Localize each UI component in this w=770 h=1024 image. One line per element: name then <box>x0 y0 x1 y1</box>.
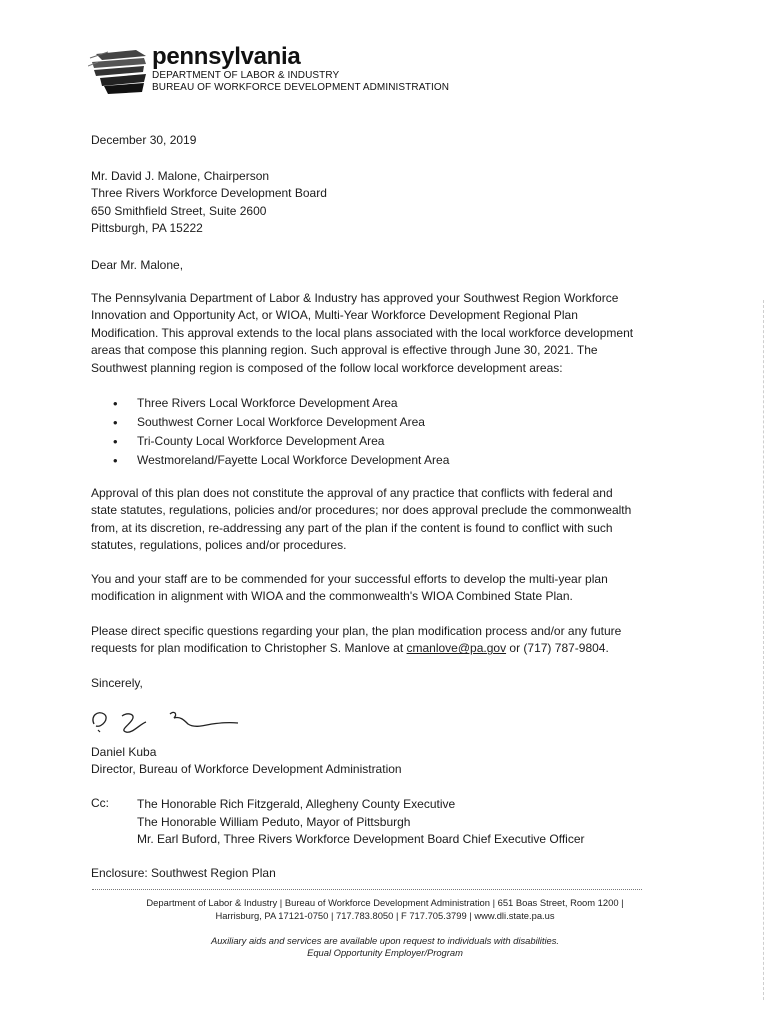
paragraph-line: You and your staff are to be commended for your successful efforts to develop the multi-year plan <box>91 572 608 586</box>
contact-text: requests for plan modification to Christopher S. Manlove at <box>91 641 407 656</box>
workforce-areas-list <box>91 394 449 470</box>
cc-label: Cc: <box>91 796 109 810</box>
letter-date: December 30, 2019 <box>91 133 197 147</box>
paragraph-commendation <box>91 571 681 606</box>
paragraph-line: Modification. This approval extends to the local plans associated with the local workforce development <box>91 325 634 340</box>
signer-block <box>91 744 402 779</box>
cc-recipients <box>137 796 585 849</box>
cc-recipient: The Honorable William Peduto, Mayor of Pittsburgh <box>137 814 411 829</box>
salutation: Dear Mr. Malone, <box>91 258 184 272</box>
paragraph-line: statutes, regulations, polices and/or procedures. <box>91 538 347 553</box>
pennsylvania-logo-icon <box>88 44 150 96</box>
signer-name: Daniel Kuba <box>91 745 157 759</box>
recipient-city: Pittsburgh, PA 15222 <box>91 221 203 236</box>
contact-phone-text: or (717) 787-9804. <box>506 641 609 656</box>
footer-contact-line: Harrisburg, PA 17121-0750 | 717.783.8050 | F 717.705.3799 | www.dli.state.pa.us <box>215 910 555 921</box>
footer-divider <box>92 889 642 890</box>
closing: Sincerely, <box>91 676 143 690</box>
cc-recipient: Mr. Earl Buford, Three Rivers Workforce Development Board Chief Executive Officer <box>137 832 585 846</box>
paragraph-line: areas that compose this planning region. Such approval is effective through June 30, 2021. The <box>91 343 598 358</box>
paragraph-line: from, at its discretion, re-addressing any part of the plan if the content is found to conflict with such <box>91 520 613 535</box>
paragraph-line <box>91 640 681 657</box>
paragraph-line: Southwest planning region is composed of the follow local workforce development areas: <box>91 360 563 375</box>
paragraph-contact <box>91 623 681 658</box>
paragraph-line: modification in alignment with WIOA and the commonwealth's WIOA Combined State Plan. <box>91 589 573 604</box>
department-name: DEPARTMENT OF LABOR & INDUSTRY <box>152 70 340 81</box>
cc-recipient: The Honorable Rich Fitzgerald, Allegheny County Executive <box>137 797 456 811</box>
paragraph-line: The Pennsylvania Department of Labor & Industry has approved your Southwest Region Workforce <box>91 291 619 305</box>
recipient-address <box>91 168 327 238</box>
list-item: • Three Rivers Local Workforce Development Area <box>91 394 449 413</box>
letterhead <box>152 44 449 94</box>
bureau-name: BUREAU OF WORKFORCE DEVELOPMENT ADMINISTRATION <box>152 82 450 93</box>
paragraph-approval <box>91 290 681 377</box>
paragraph-line: state statutes, regulations, policies and/or procedures; nor does approval preclude the commonwealth <box>91 503 632 518</box>
footer-accessibility-line: Auxiliary aids and services are available upon request to individuals with disabilities. <box>210 935 560 946</box>
recipient-name: Mr. David J. Malone, Chairperson <box>91 169 270 183</box>
signature-image <box>88 702 248 738</box>
list-item: • Tri-County Local Workforce Development Area <box>91 432 449 451</box>
contact-email-link[interactable]: cmanlove@pa.gov <box>406 641 507 656</box>
paragraph-line: Approval of this plan does not constitute the approval of any practice that conflicts with federal and <box>91 486 613 500</box>
enclosure: Enclosure: Southwest Region Plan <box>91 866 276 880</box>
signer-title: Director, Bureau of Workforce Development Administration <box>91 762 402 777</box>
footer-address-line: Department of Labor & Industry | Bureau of Workforce Development Administration | 651 Boas Street, Room 1200 | <box>146 897 624 908</box>
scan-edge-divider <box>763 300 766 1000</box>
paragraph-line: Innovation and Opportunity Act, or WIOA, Multi-Year Workforce Development Regional Plan <box>91 308 578 323</box>
list-item: • Southwest Corner Local Workforce Development Area <box>91 413 449 432</box>
footer-equal-opportunity-line: Equal Opportunity Employer/Program <box>307 947 463 958</box>
paragraph-conditions <box>91 485 681 555</box>
recipient-street: 650 Smithfield Street, Suite 2600 <box>91 203 267 218</box>
list-item: • Westmoreland/Fayette Local Workforce Development Area <box>91 451 449 470</box>
recipient-organization: Three Rivers Workforce Development Board <box>91 186 327 201</box>
paragraph-line: Please direct specific questions regarding your plan, the plan modification process and/or any future <box>91 624 622 638</box>
brand-name: pennsylvania <box>152 43 301 70</box>
